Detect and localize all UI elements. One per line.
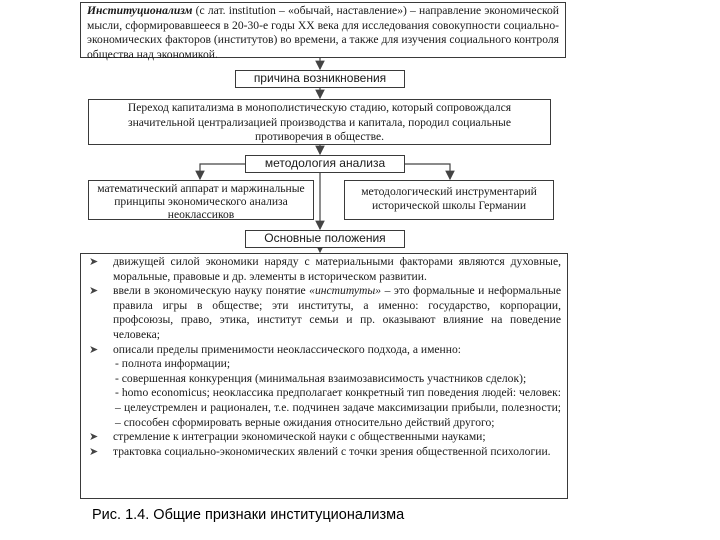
arrow-bullet-icon: ➤ bbox=[89, 444, 99, 458]
sub-item: - homo economicus; неоклассика предполагает конкретный тип поведения людей: человек: – целеустремлен и рационален, т.е. подчинен задаче максимизации прибыли, полезности; – способен сформировать верные ожидания относительно действий другого; bbox=[115, 386, 561, 429]
methodology-label: методология анализа bbox=[245, 155, 405, 173]
arrow-bullet-icon: ➤ bbox=[89, 342, 99, 356]
arrow-bullet-icon: ➤ bbox=[89, 284, 99, 298]
cause-label: причина возникновения bbox=[235, 70, 405, 88]
list-item: ➤ ввели в экономическую науку понятие «институты» – это формальные и неформальные правила игры в обществе; эти институты, а именно: государство, корпорации, профсоюзы, право, этика, институт семьи и пр. оказывают влияние на поведение человека; bbox=[89, 284, 561, 341]
arrow-bullet-icon: ➤ bbox=[89, 430, 99, 444]
list-item: ➤ описали пределы применимости неоклассического подхода, а именно: bbox=[89, 342, 461, 356]
figure-caption: Рис. 1.4. Общие признаки институционализма bbox=[92, 507, 405, 523]
list-item: ➤ движущей силой экономики наряду с материальными факторами являются духовные, моральные, правовые и др. элементы в историческом развитии. bbox=[89, 255, 561, 283]
list-item: ➤ трактовка социально-экономических явлений с точки зрения общественной психологии. bbox=[89, 444, 551, 458]
definition-term: Институционализм bbox=[87, 4, 193, 17]
main-points-list bbox=[80, 253, 568, 499]
list-item: ➤ стремление к интеграции экономической науки с общественными науками; bbox=[89, 430, 486, 444]
definition-box bbox=[80, 2, 566, 61]
methodology-historical-box: методологический инструментарий исторической школы Германии bbox=[344, 180, 554, 220]
transition-box: Переход капитализма в монополистическую стадию, который сопровождался значительной централизацией производства и капитала, породил социальные противоречия в обществе. bbox=[88, 99, 551, 145]
main-points-label: Основные положения bbox=[245, 230, 405, 248]
sub-item: - совершенная конкуренция (минимальная взаимозависимость участников сделок); bbox=[115, 371, 527, 385]
methodology-neoclassical-box: математический аппарат и маржинальные принципы экономического анализа неоклассиков bbox=[88, 180, 314, 220]
arrow-bullet-icon: ➤ bbox=[89, 255, 99, 268]
definition-text: (с лат. institution – «обычай, наставление») – направление экономической мысли, сформировавшееся в 20-30-е годы XX века для исследования совокупности социально-экономических факторов (институтов) во времени, а также для изучения социального контроля общества над экономикой. bbox=[87, 4, 559, 61]
sub-item: - полнота информации; bbox=[115, 357, 231, 371]
